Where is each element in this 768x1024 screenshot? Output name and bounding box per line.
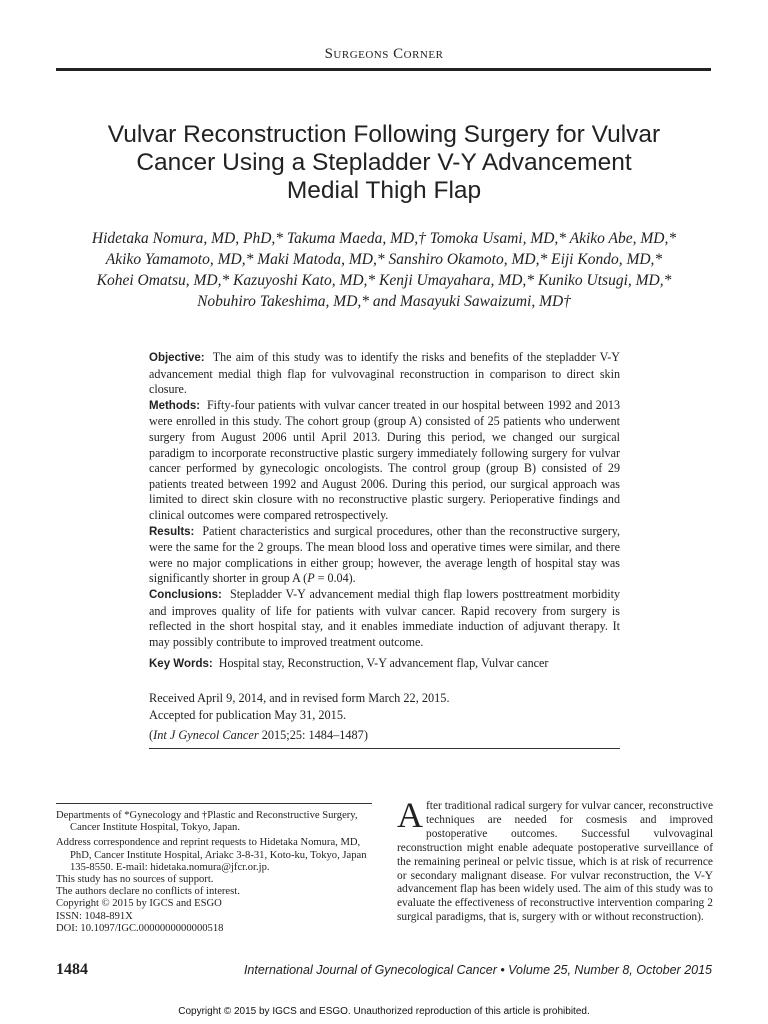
- abstract-objective: [149, 350, 620, 398]
- results-text-end: = 0.04).: [314, 571, 356, 586]
- accepted-date: Accepted for publication May 31, 2015.: [149, 707, 347, 722]
- conclusions-text: Stepladder V-Y advancement medial thigh flap lowers posttreatment morbidity and improves quality of life for patients with vulvar cancer. Rapid recovery from surgery is reflected in the short hospital stay, and it enables immediate induction of adjuvant therapy. It may possibly contribute to improved treatment outcome.: [149, 586, 620, 649]
- abstract-results: [149, 524, 620, 587]
- publication-dates: [149, 690, 620, 744]
- results-label: Results:: [149, 525, 195, 538]
- running-footer: International Journal of Gynecological Cancer • Volume 25, Number 8, October 2015: [243, 963, 712, 977]
- citation-journal: Int J Gynecol Cancer: [153, 728, 259, 742]
- drop-cap: A: [397, 795, 423, 835]
- keywords-label: Key Words:: [149, 658, 213, 671]
- issn-line: ISSN: 1048-891X: [56, 910, 133, 922]
- results-p-symbol: P: [307, 571, 315, 586]
- abstract: [149, 350, 620, 673]
- copyright-line: Copyright © 2015 by IGCS and ESGO: [56, 898, 222, 910]
- citation-rest: 2015;25: 1484–1487): [258, 728, 368, 742]
- section-label: Surgeons Corner: [324, 46, 444, 62]
- abstract-bottom-rule: [149, 748, 620, 749]
- objective-text: The aim of this study was to identify the risks and benefits of the stepladder V-Y advancement medial thigh flap for vulvovaginal reconstruction in comparison to direct skin closure.: [149, 350, 620, 397]
- article-title: [60, 121, 708, 205]
- author-line-3: Kohei Omatsu, MD,* Kazuyoshi Kato, MD,* Kenji Umayahara, MD,* Kuniko Utsugi, MD,*: [96, 272, 672, 289]
- conclusions-label: Conclusions:: [149, 588, 222, 601]
- page-number: 1484: [56, 961, 88, 978]
- citation: [149, 727, 620, 744]
- author-line-2: Akiko Yamamoto, MD,* Maki Matoda, MD,* Sanshiro Okamoto, MD,* Eiji Kondo, MD,*: [105, 251, 663, 268]
- author-line-1: Hidetaka Nomura, MD, PhD,* Takuma Maeda, MD,† Tomoka Usami, MD,* Akiko Abe, MD,*: [91, 230, 677, 247]
- footnote-rule: [56, 803, 372, 804]
- intro-text: fter traditional radical surgery for vulvar cancer, reconstructive techniques are needed for cosmesis and improved postoperative outcomes. Successful vulvovaginal reconstruction might enable adequate postoperative surveillance of the remaining perineal or pelvic tissue, which is at risk of recurrence or secondary malignant disease. For vulvar reconstruction, the V-Y advancement flap has been widely used. The aim of this study was to evaluate the effectiveness of reconstructive intervention comparing 2 surgical paradigms, that is, surgery with or without reconstruction).: [397, 800, 713, 924]
- title-line-2: Cancer Using a Stepladder V-Y Advancement: [136, 149, 632, 176]
- author-line-4: Nobuhiro Takeshima, MD,* and Masayuki Sawaizumi, MD†: [197, 293, 571, 310]
- citation-open: (: [149, 728, 154, 742]
- received-date: Received April 9, 2014, and in revised form March 22, 2015.: [149, 691, 450, 705]
- keywords-text: Hospital stay, Reconstruction, V-Y advancement flap, Vulvar cancer: [218, 656, 549, 671]
- intro-paragraph: [397, 795, 713, 925]
- title-line-1: Vulvar Reconstruction Following Surgery for Vulvar: [107, 121, 661, 148]
- author-list: [60, 228, 708, 312]
- affiliations: [56, 810, 372, 935]
- objective-label: Objective:: [149, 352, 205, 364]
- methods-label: Methods:: [149, 399, 201, 412]
- methods-text: Fifty-four patients with vulvar cancer treated in our hospital between 1992 and 2013 were enrolled in this study. The cohort group (group A) consisted of 25 patients who underwent surgery from August 2006 until April 2013. During this period, we changed our surgical paradigm to incorporate reconstructive plastic surgery immediately following surgery for vulvar cancer performed by gynecologic oncologists. The control group (group B) consisted of 29 patients treated between 1992 and August 2006. During this period, our surgical approach was limited to direct skin closure with no reconstructive plastic surgery. Perioperative findings and clinical outcomes were compared retrospectively.: [149, 397, 620, 522]
- copyright-notice: Copyright © 2015 by IGCS and ESGO. Unauthorized reproduction of this article is prohibited.: [178, 1006, 590, 1017]
- funding-statement: This study has no sources of support.: [56, 874, 214, 886]
- correspondence-address: Address correspondence and reprint requests to Hidetaka Nomura, MD, PhD, Cancer Institute Hospital, Ariakc 3-8-31, Koto-ku, Tokyo, Japan 135-8550. E-mail: hidetaka.nomura@jfcr.or.jp.: [56, 837, 367, 873]
- abstract-methods: [149, 398, 620, 524]
- header-rule: [56, 68, 711, 71]
- abstract-keywords: [149, 656, 620, 673]
- abstract-conclusions: [149, 587, 620, 650]
- affiliation-departments: Departments of *Gynecology and †Plastic and Reconstructive Surgery, Cancer Institute Hospital, Tokyo, Japan.: [56, 810, 358, 834]
- doi-line: DOI: 10.1097/IGC.0000000000000518: [56, 922, 224, 934]
- results-text: Patient characteristics and surgical procedures, other than the reconstructive surgery, were the same for the 2 groups. The mean blood loss and operative times were similar, and there were no major complications in either group; however, the average length of hospital stay was significantly shorter in group A (: [149, 523, 621, 586]
- conflict-statement: The authors declare no conflicts of interest.: [56, 886, 240, 898]
- title-line-3: Medial Thigh Flap: [286, 177, 482, 204]
